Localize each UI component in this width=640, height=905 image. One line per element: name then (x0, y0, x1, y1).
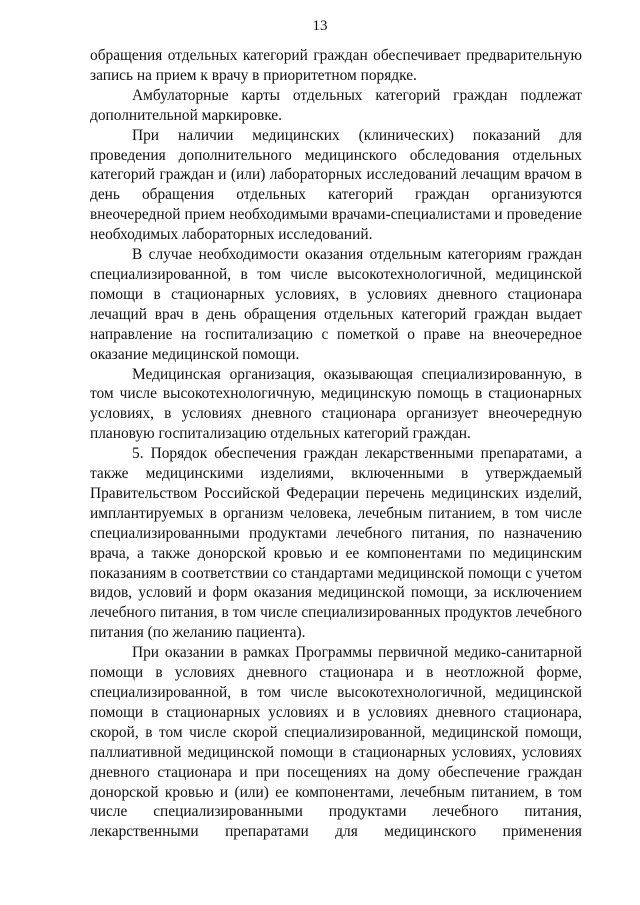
paragraph-2: Амбулаторные карты отдельных категорий граждан подлежат дополнительной маркировке. (90, 86, 582, 124)
paragraph-6: 5. Порядок обеспечения граждан лекарственными препаратами, а также медицинскими изделиями, включенными в утверждаемый Правительством Российской Федерации перечень медицинских изделий, имплантируемых в организм человека, лечебным питанием, в том числе специализированными продуктами лечебного питания, по назначению врача, а также донорской кровью и ее компонентами по медицинским показаниям в соответствии со стандартами медицинской помощи с учетом видов, условий и форм оказания медицинской помощи, за исключением лечебного питания, в том числе специализированных продуктов лечебного питания (по желанию пациента). (90, 445, 582, 642)
body-text (90, 46, 582, 842)
paragraph-5: Медицинская организация, оказывающая специализированную, в том числе высокотехнологичную, медицинскую помощь в стационарных условиях, в условиях дневного стационара организует внеочередную плановую госпитализацию отдельных категорий граждан. (90, 365, 582, 443)
paragraph-1: обращения отдельных категорий граждан обеспечивает предварительную запись на прием к врачу в приоритетном порядке. (90, 47, 582, 84)
paragraph-4: В случае необходимости оказания отдельным категориям граждан специализированной, в том числе высокотехнологичной, медицинской помощи в стационарных условиях, в условиях дневного стационара лечащий врач в день обращения отдельных категорий граждан выдает направление на госпитализацию с пометкой о праве на внеочередное оказание медицинской помощи. (90, 246, 582, 363)
page-number: 13 (312, 18, 328, 34)
paragraph-3: При наличии медицинских (клинических) показаний для проведения дополнительного медицинского обследования отдельных категорий граждан и (или) лабораторных исследований лечащим врачом в день обращения отдельных категорий граждан организуются внеочередной прием необходимыми врачами-специалистами и проведение необходимых лабораторных исследований. (90, 126, 582, 244)
paragraph-7: При оказании в рамках Программы первичной медико-санитарной помощи в условиях дневного стационара и в неотложной форме, специализированной, в том числе высокотехнологичной, медицинской помощи в стационарных условиях и в условиях дневного стационара, скорой, в том числе скорой специализированной, медицинской помощи, паллиативной медицинской помощи в стационарных условиях, условиях дневного стационара и при посещениях на дому обеспечение граждан донорской кровью и (или) ее компонентами, лечебным питанием, в том числе специализированными продуктами лечебного питания, лекарственными препаратами для медицинского применения (90, 644, 582, 841)
